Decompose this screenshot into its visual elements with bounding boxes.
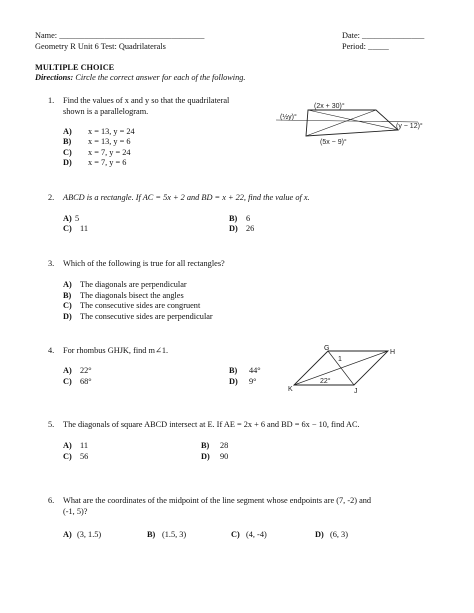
q2-choice-b[interactable]: 6 [246, 214, 251, 223]
q5-choice-a[interactable]: 11 [80, 441, 88, 450]
q6-choice-b-label[interactable]: B) [147, 530, 156, 539]
q1-choice-a-label[interactable]: A) [63, 127, 72, 136]
q4-rhombus-figure [288, 343, 408, 395]
q1-label-bottom: (5x − 9)° [320, 139, 347, 146]
q1-choice-c[interactable]: x = 7, y = 24 [88, 148, 131, 157]
q4-choice-a[interactable]: 22° [80, 366, 92, 375]
directions [35, 73, 245, 83]
q4-angle-22-label: 22° [320, 378, 331, 385]
q1-choice-d-label[interactable]: D) [63, 158, 72, 167]
date-field[interactable]: Date: _______________ [342, 31, 425, 40]
q5-choice-c[interactable]: 56 [80, 452, 89, 461]
q1-label-left: (½y)° [280, 114, 297, 121]
q4-choice-c[interactable]: 68° [80, 377, 92, 386]
q5-choice-b-label[interactable]: B) [201, 441, 210, 450]
q6-choice-c-label[interactable]: C) [231, 530, 240, 539]
q6-choice-d[interactable]: (6, 3) [330, 530, 348, 539]
q5-number: 5. [48, 420, 55, 429]
q1-number: 1. [48, 96, 55, 105]
q3-choice-b[interactable]: The diagonals bisect the angles [80, 291, 184, 300]
section-title: MULTIPLE CHOICE [35, 63, 115, 72]
name-field[interactable]: Name: ___________________________________ [35, 31, 205, 40]
q4-vertex-k: K [288, 386, 293, 393]
period-field[interactable]: Period: _____ [342, 42, 389, 51]
directions-label: Directions: [35, 73, 74, 82]
q1-label-right: (y − 12)° [396, 123, 423, 130]
q3-text: Which of the following is true for all rectangles? [63, 259, 225, 268]
directions-text: Circle the correct answer for each of the following. [75, 73, 246, 82]
test-title: Geometry R Unit 6 Test: Quadrilaterals [35, 42, 166, 51]
q5-choice-d-label[interactable]: D) [201, 452, 210, 461]
q5-text: The diagonals of square ABCD intersect at E. If AE = 2x + 6 and BD = 6x − 10, find AC. [63, 420, 360, 429]
q6-text-line1: What are the coordinates of the midpoint of the line segment whose endpoints are (7, -2) and [63, 496, 372, 505]
q6-choice-d-label[interactable]: D) [315, 530, 324, 539]
q2-choice-c[interactable]: 11 [80, 224, 88, 233]
q1-choice-b-label[interactable]: B) [63, 137, 72, 146]
q5-choice-b[interactable]: 28 [220, 441, 229, 450]
q4-choice-a-label[interactable]: A) [63, 366, 72, 375]
q4-choice-d-label[interactable]: D) [229, 377, 238, 386]
q6-number: 6. [48, 496, 55, 505]
q6-choice-a[interactable]: (3, 1.5) [77, 530, 102, 539]
q3-choice-c[interactable]: The consecutive sides are congruent [80, 301, 201, 310]
q4-choice-b[interactable]: 44° [249, 366, 261, 375]
q6-choice-c[interactable]: (4, -4) [246, 530, 267, 539]
q5-choice-d[interactable]: 90 [220, 452, 229, 461]
q4-vertex-j: J [354, 388, 358, 395]
q1-parallelogram-figure [268, 100, 428, 150]
q4-vertex-h: H [390, 349, 396, 356]
q6-choice-b[interactable]: (1.5, 3) [162, 530, 187, 539]
q5-choice-a-label[interactable]: A) [63, 441, 72, 450]
q1-text-line2: shown is a parallelogram. [63, 107, 149, 116]
q6-text-line2: (-1, 5)? [63, 507, 88, 516]
q4-choice-b-label[interactable]: B) [229, 366, 238, 375]
q3-choice-d-label[interactable]: D) [63, 312, 72, 321]
q1-label-top: (2x + 30)° [314, 103, 345, 110]
q3-choice-c-label[interactable]: C) [63, 301, 72, 310]
q4-angle-1-label: 1 [338, 356, 342, 363]
q1-choice-a[interactable]: x = 13, y = 24 [88, 127, 135, 136]
q2-choice-c-label[interactable]: C) [63, 224, 72, 233]
q2-choice-d[interactable]: 26 [246, 224, 255, 233]
q1-choice-c-label[interactable]: C) [63, 148, 72, 157]
q4-number: 4. [48, 346, 55, 355]
q3-number: 3. [48, 259, 55, 268]
q3-choice-a[interactable]: The diagonals are perpendicular [80, 280, 187, 289]
q2-choice-a-label[interactable]: A) [63, 214, 72, 223]
q2-text: ABCD is a rectangle. If AC = 5x + 2 and BD = x + 22, find the value of x. [63, 193, 310, 202]
q6-choice-a-label[interactable]: A) [63, 530, 72, 539]
q1-choice-b[interactable]: x = 13, y = 6 [88, 137, 131, 146]
q5-choice-c-label[interactable]: C) [63, 452, 72, 461]
q3-choice-d[interactable]: The consecutive sides are perpendicular [80, 312, 213, 321]
q2-choice-a[interactable]: 5 [75, 214, 80, 223]
q3-choice-b-label[interactable]: B) [63, 291, 72, 300]
q3-choice-a-label[interactable]: A) [63, 280, 72, 289]
q4-choice-d[interactable]: 9° [249, 377, 257, 386]
q4-vertex-g: G [324, 345, 330, 352]
q4-choice-c-label[interactable]: C) [63, 377, 72, 386]
q1-choice-d[interactable]: x = 7, y = 6 [88, 158, 127, 167]
q4-text: For rhombus GHJK, find m∠1. [63, 346, 169, 355]
q1-text-line1: Find the values of x and y so that the quadrilateral [63, 96, 230, 105]
q2-number: 2. [48, 193, 55, 202]
q2-choice-d-label[interactable]: D) [229, 224, 238, 233]
q2-choice-b-label[interactable]: B) [229, 214, 238, 223]
